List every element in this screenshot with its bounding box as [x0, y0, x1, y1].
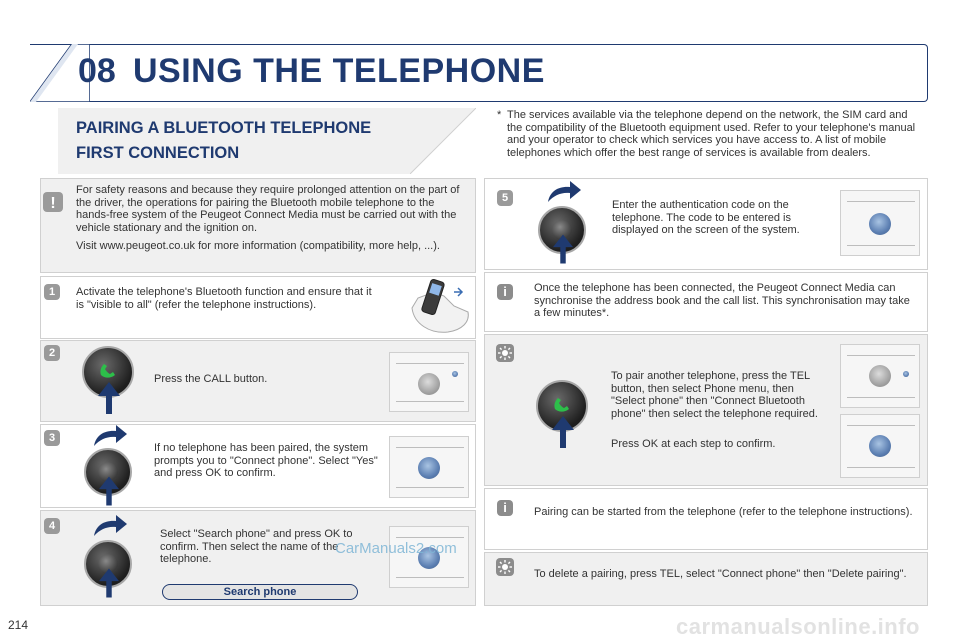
pair-another-text-1: To pair another telephone, press the TEL button, then select Phone menu, then "Select phone" then "Connect Bluetooth phone" then select the telephone required.	[611, 370, 818, 420]
step-2-text: Press the CALL button.	[154, 373, 268, 385]
step-3-text: If no telephone has been paired, the system prompts you to "Connect phone". Select "Yes" and press OK to confirm.	[154, 442, 378, 479]
info-icon: i	[497, 284, 513, 300]
warning-text-2: Visit www.peugeot.co.uk for more information (compatibility, more help, ...).	[76, 240, 440, 252]
curved-arrow-icon	[92, 424, 128, 448]
head-unit-image-step2	[389, 352, 469, 412]
step-1-text: Activate the telephone's Bluetooth function and ensure that it is "visible to all" (refer the telephone instructions).	[76, 286, 372, 311]
pair-from-phone-text: Pairing can be started from the telephone (refer to the telephone instructions).	[534, 506, 913, 518]
svg-text:!: !	[50, 195, 56, 212]
step-5-badge: 5	[497, 190, 513, 206]
warning-text-1: For safety reasons and because they require prolonged attention on the part of the driver, the operations for pairing the Bluetooth mobile telephone to the hands-free system of the Peugeot Connect Media must be carried out with the vehicle stationary and the ignition on.	[76, 184, 460, 234]
sync-info-text: Once the telephone has been connected, the Peugeot Connect Media can synchronise the address book and the call list. This synchronisation may take a few minutes*.	[534, 282, 910, 319]
footnote-text: The services available via the telephone depend on the network, the SIM card and the compatibility of the Bluetooth equipment used. Refer to your telephone's manual and your operator to check which services you have access to. A list of mobile telephones which offer the best range of services is available from dealers.	[507, 109, 916, 159]
press-arrow-icon	[98, 382, 120, 414]
site-watermark: carmanualsonline.info	[676, 614, 920, 639]
press-arrow-icon	[552, 416, 574, 448]
step-4-text: Select "Search phone" and press OK to confirm. Then select the name of the telephone.	[160, 528, 353, 565]
section-title-line1: PAIRING A BLUETOOTH TELEPHONE	[76, 119, 372, 137]
footnote-star: *	[497, 109, 502, 121]
chapter-title: USING THE TELEPHONE	[133, 52, 545, 90]
info-icon: i	[497, 500, 513, 516]
warning-icon	[42, 191, 64, 213]
step-2-badge: 2	[44, 345, 60, 361]
section-title-line2: FIRST CONNECTION	[76, 144, 240, 162]
head-unit-image-ok	[840, 414, 920, 478]
tip-sun-icon	[496, 344, 514, 362]
head-unit-image-tel	[840, 344, 920, 408]
press-arrow-icon	[99, 476, 119, 506]
pair-from-phone-panel	[484, 488, 928, 550]
step-4-badge: 4	[44, 518, 60, 534]
head-unit-image-step4	[389, 526, 469, 588]
curved-arrow-icon	[92, 514, 128, 538]
tip-sun-icon	[496, 558, 514, 576]
delete-pairing-text: To delete a pairing, press TEL, select "Connect phone" then "Delete pairing".	[534, 568, 907, 580]
search-phone-button-label: Search phone	[162, 584, 358, 600]
curved-arrow-icon	[546, 180, 582, 204]
section-title-corner	[410, 108, 476, 174]
page-number: 214	[8, 618, 29, 632]
pair-another-text-2: Press OK at each step to confirm.	[611, 438, 776, 450]
services-footnote	[497, 109, 921, 159]
press-arrow-icon	[99, 568, 119, 598]
press-arrow-icon	[553, 234, 573, 264]
step-3-badge: 3	[44, 430, 60, 446]
head-unit-image-step5	[840, 190, 920, 256]
chapter-number: 08	[78, 52, 116, 90]
step-1-badge: 1	[44, 284, 60, 300]
step-5-text: Enter the authentication code on the telephone. The code to be entered is displayed on the screen of the system.	[612, 199, 800, 236]
watermark-text: CarManuals2.com	[335, 540, 457, 557]
head-unit-image-step3	[389, 436, 469, 498]
bluetooth-phone-hand-icon	[404, 278, 474, 336]
